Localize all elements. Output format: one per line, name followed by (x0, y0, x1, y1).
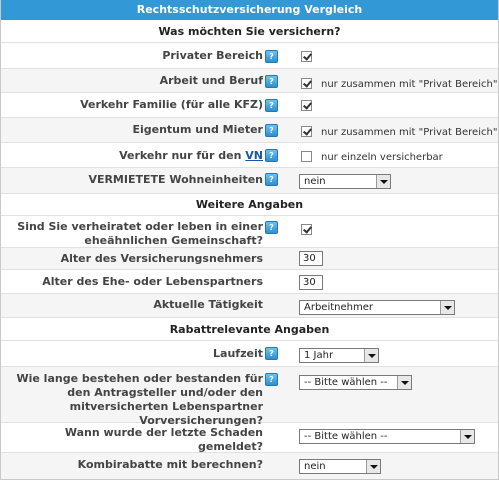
label-alter-vn: Alter des Versicherungsnehmers (60, 252, 263, 265)
label-privater-bereich: Privater Bereich (162, 49, 263, 62)
row-verkehr-familie (1, 93, 498, 118)
label-vorversicherung-line4: Vorversicherungen? (139, 414, 263, 427)
chevron-down-icon[interactable] (376, 175, 390, 188)
label-verkehr-familie: Verkehr Familie (für alle KFZ) (80, 98, 263, 111)
checkbox-arbeit-beruf[interactable] (301, 78, 312, 89)
help-icon[interactable]: ? (265, 149, 278, 162)
row-kombirabatte (1, 453, 498, 479)
row-vorversicherung (1, 367, 498, 427)
label-schaden-line2: gemeldet? (197, 440, 263, 453)
chevron-down-icon[interactable] (440, 301, 454, 314)
label-verheiratet-line2: eheähnlichen Gemeinschaft? (84, 234, 263, 247)
form-title: Rechtsschutzversicherung Vergleich (1, 0, 498, 20)
row-verheiratet (1, 216, 498, 248)
section-heading-rabatt: Rabattrelevante Angaben (1, 318, 498, 341)
row-taetigkeit (1, 294, 498, 318)
help-icon[interactable]: ? (265, 99, 278, 112)
note-eigentum-mieter: nur zusammen mit "Privat Bereich" (321, 127, 498, 138)
section-heading-weitere: Weitere Angaben (1, 194, 498, 216)
row-alter-vn (1, 248, 498, 270)
checkbox-privater-bereich[interactable] (301, 51, 312, 62)
label-verheiratet (17, 220, 263, 248)
row-laufzeit (1, 341, 498, 367)
label-laufzeit: Laufzeit (213, 347, 263, 360)
help-icon[interactable]: ? (265, 50, 278, 63)
help-icon[interactable]: ? (265, 173, 278, 186)
label-vorversicherung-line3: mitversicherten Lebenspartner (69, 400, 263, 413)
row-vermietete (1, 168, 498, 194)
label-kombirabatte: Kombirabatte mit berechnen? (77, 458, 263, 471)
section-heading-versichern: Was möchten Sie versichern? (1, 20, 498, 43)
input-alter-partner[interactable] (299, 275, 323, 290)
row-alter-partner (1, 270, 498, 294)
input-alter-vn[interactable] (299, 251, 323, 266)
select-kombirabatte-value: nein (304, 461, 326, 472)
label-vorversicherung (16, 372, 263, 428)
checkbox-verkehr-familie[interactable] (301, 100, 312, 111)
row-privater-bereich (1, 43, 498, 69)
select-vermietete-value: nein (304, 176, 326, 187)
chevron-down-icon[interactable] (366, 460, 380, 473)
label-arbeit-beruf: Arbeit und Beruf (159, 74, 263, 87)
label-verkehr-vn (119, 149, 263, 163)
label-verheiratet-line1: Sind Sie verheiratet oder leben in einer (17, 220, 263, 233)
row-eigentum-mieter (1, 118, 498, 143)
select-schaden-value: -- Bitte wählen -- (304, 431, 388, 442)
help-icon[interactable]: ? (265, 124, 278, 137)
label-vermietete: VERMIETETE Wohneinheiten (88, 173, 263, 186)
select-vorversicherung[interactable] (299, 375, 412, 390)
chevron-down-icon[interactable] (460, 430, 474, 443)
select-vorversicherung-value: -- Bitte wählen -- (304, 377, 388, 388)
label-vorversicherung-line1: Wie lange bestehen oder bestanden für (16, 372, 263, 385)
help-icon[interactable]: ? (265, 75, 278, 88)
checkbox-verheiratet[interactable] (301, 224, 312, 235)
select-vermietete[interactable] (299, 174, 391, 189)
checkbox-verkehr-vn[interactable] (301, 151, 312, 162)
help-icon[interactable]: ? (265, 347, 278, 360)
select-kombirabatte[interactable] (299, 459, 381, 474)
row-arbeit-beruf (1, 69, 498, 93)
label-taetigkeit: Aktuelle Tätigkeit (153, 298, 263, 311)
chevron-down-icon[interactable] (364, 349, 378, 362)
select-laufzeit-value: 1 Jahr (304, 350, 334, 361)
select-taetigkeit[interactable] (299, 300, 455, 315)
help-icon[interactable]: ? (265, 221, 278, 234)
note-arbeit-beruf: nur zusammen mit "Privat Bereich" (321, 79, 498, 90)
select-taetigkeit-value: Arbeitnehmer (304, 302, 373, 313)
note-verkehr-vn: nur einzeln versicherbar (321, 152, 443, 163)
link-vn[interactable]: VN (245, 149, 263, 162)
row-schaden (1, 423, 498, 453)
row-verkehr-vn (1, 143, 498, 168)
label-verkehr-vn-text: Verkehr nur für den (119, 149, 246, 162)
checkbox-eigentum-mieter[interactable] (301, 126, 312, 137)
help-icon[interactable]: ? (265, 373, 278, 386)
label-vorversicherung-line2: den Antragsteller und/oder den (67, 386, 263, 399)
label-eigentum-mieter: Eigentum und Mieter (132, 123, 263, 136)
select-laufzeit[interactable] (299, 348, 379, 363)
select-schaden[interactable] (299, 429, 475, 444)
label-alter-partner: Alter des Ehe- oder Lebenspartners (42, 275, 263, 288)
label-schaden-line1: Wann wurde der letzte Schaden (64, 426, 263, 439)
chevron-down-icon[interactable] (397, 376, 411, 389)
label-schaden (65, 426, 263, 454)
